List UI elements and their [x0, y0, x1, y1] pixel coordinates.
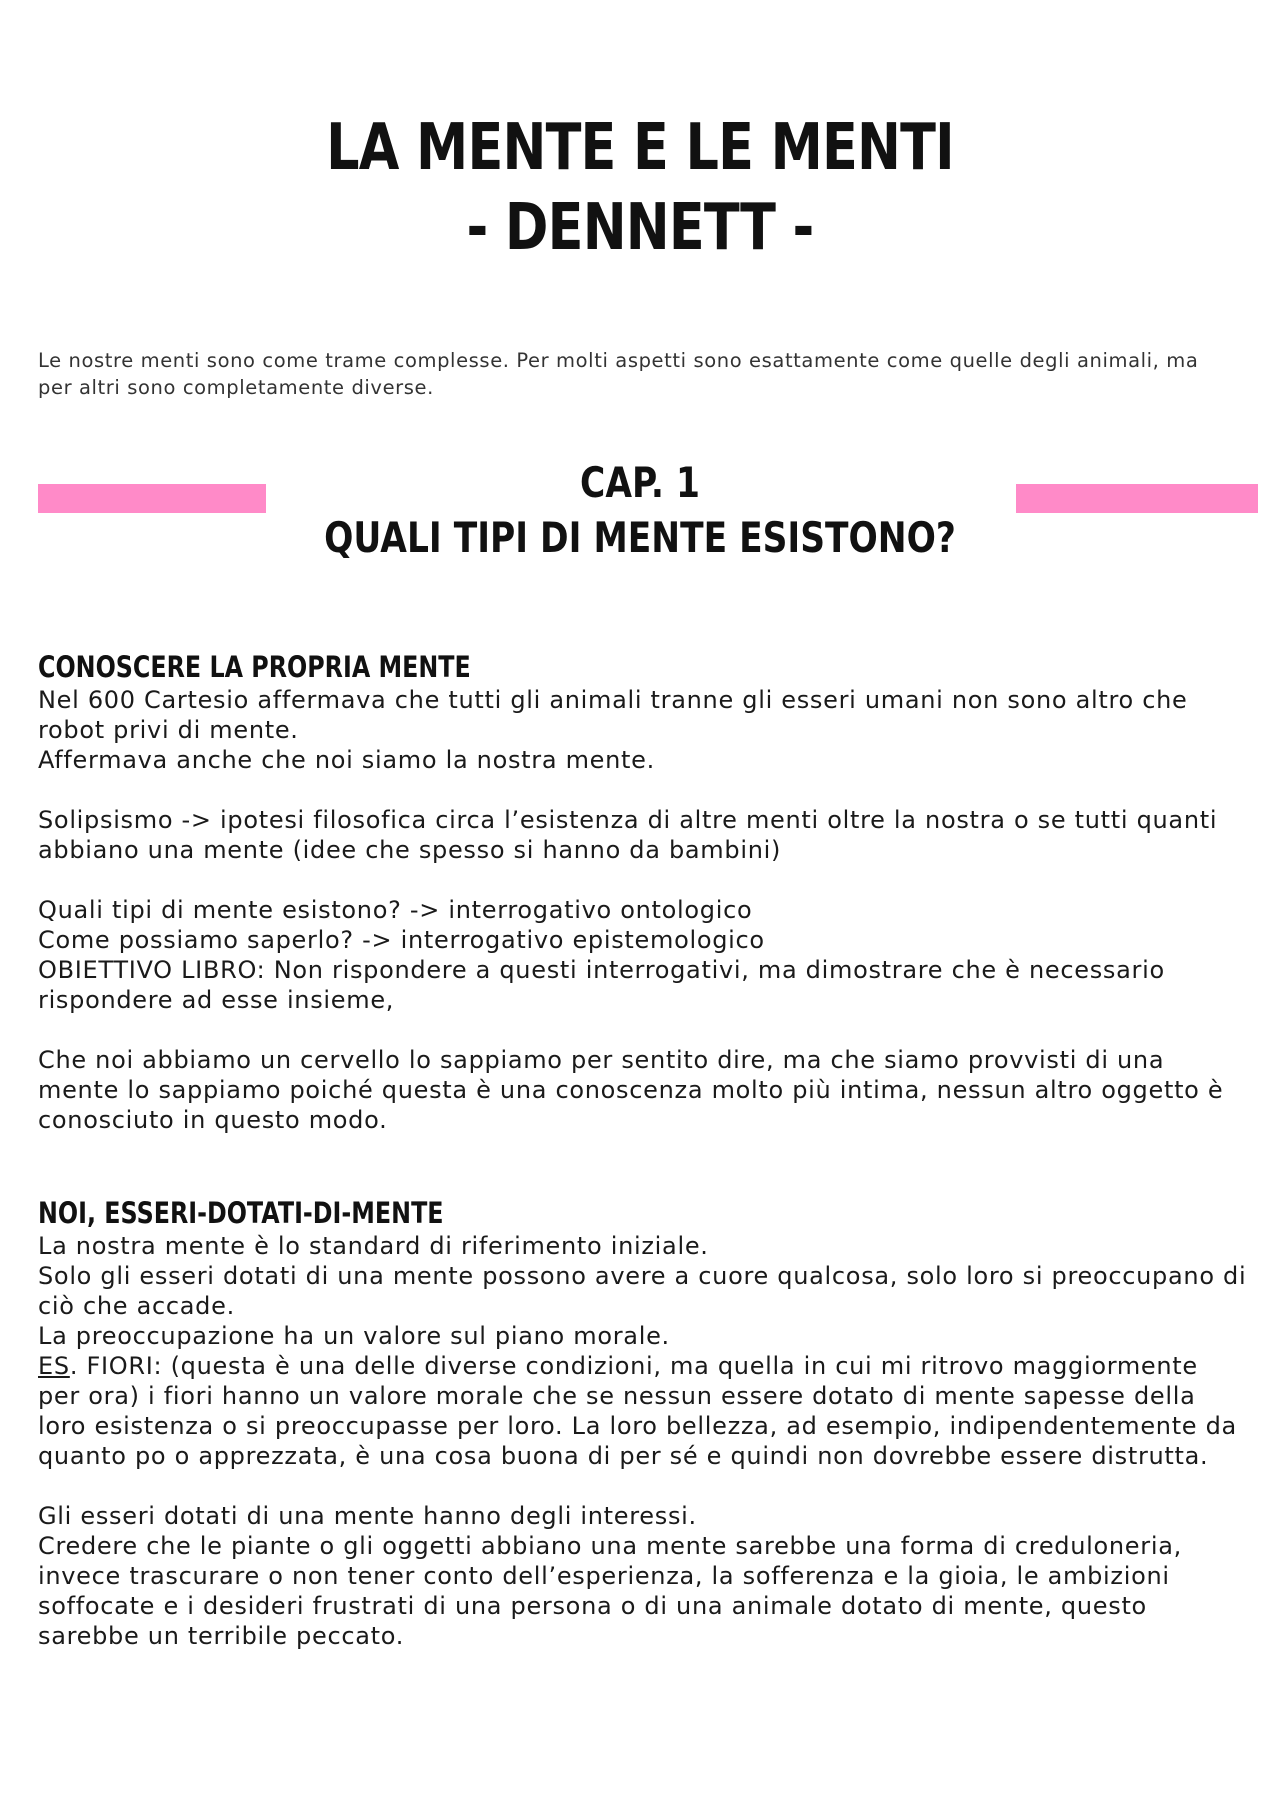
example-text: . FIORI: (questa è una delle diverse condizioni, ma quella in cui mi ritrovo maggiormente per ora) i fiori hanno un valore morale che se nessun essere dotato di mente sapesse della loro esistenza o si preoccupasse per loro. La loro bellezza, ad esempio, indipendentemente da quanto po o apprezzata, è una cosa buona di per sé e quindi non dovrebbe essere distrutta. [38, 1352, 1237, 1470]
example-label: ES [38, 1352, 70, 1380]
chapter-number: CAP. 1 [580, 458, 700, 507]
section-heading: CONOSCERE LA PROPRIA MENTE [38, 650, 471, 684]
paragraph: Nel 600 Cartesio affermava che tutti gli animali tranne gli esseri umani non sono altro che robot privi di mente. [38, 686, 1188, 744]
paragraph: Solipsismo -> ipotesi filosofica circa l’esistenza di altre menti oltre la nostra o se tutti quanti abbiano una mente (idee che spesso si hanno da bambini) [38, 806, 1218, 864]
example-paragraph [38, 1351, 1248, 1471]
section-heading: NOI, ESSERI-DOTATI-DI-MENTE [38, 1196, 444, 1230]
paragraph: Quali tipi di mente esistono? -> interrogativo ontologico [38, 896, 753, 924]
document-subtitle-author: - DENNETT - [466, 191, 814, 265]
paragraph: Solo gli esseri dotati di una mente possono avere a cuore qualcosa, solo loro si preoccupano di ciò che accade. [38, 1262, 1247, 1320]
section-conoscere-la-propria-mente [38, 649, 1248, 1135]
paragraph: Gli esseri dotati di una mente hanno degli interessi. [38, 1502, 697, 1530]
paragraph: La nostra mente è lo standard di riferimento iniziale. [38, 1232, 709, 1260]
paragraph: OBIETTIVO LIBRO: Non rispondere a questi interrogativi, ma dimostrare che è necessario rispondere ad esse insieme, [38, 956, 1165, 1014]
document-title: LA MENTE E LE MENTI [326, 111, 954, 185]
section-noi-esseri-dotati-di-mente [38, 1195, 1248, 1651]
chapter-title: QUALI TIPI DI MENTE ESISTONO? [324, 513, 956, 562]
paragraph: La preoccupazione ha un valore sul piano morale. [38, 1322, 670, 1350]
paragraph: Come possiamo saperlo? -> interrogativo epistemologico [38, 926, 765, 954]
paragraph: Affermava anche che noi siamo la nostra mente. [38, 746, 655, 774]
paragraph: Che noi abbiamo un cervello lo sappiamo per sentito dire, ma che siamo provvisti di una mente lo sappiamo poiché questa è una conoscenza molto più intima, nessun altro oggetto è conosciuto in questo modo. [38, 1046, 1224, 1134]
paragraph: Credere che le piante o gli oggetti abbiano una mente sarebbe una forma di creduloneria, invece trascurare o non tener conto dell’esperienza, la sofferenza e la gioia, le ambizioni soffocate e i desideri frustrati di una persona o di una animale dotato di mente, questo sarebbe un terribile peccato. [38, 1532, 1182, 1650]
intro-paragraph: Le nostre menti sono come trame complesse. Per molti aspetti sono esattamente come quelle degli animali, ma per altri sono completamente diverse. [38, 349, 1199, 399]
